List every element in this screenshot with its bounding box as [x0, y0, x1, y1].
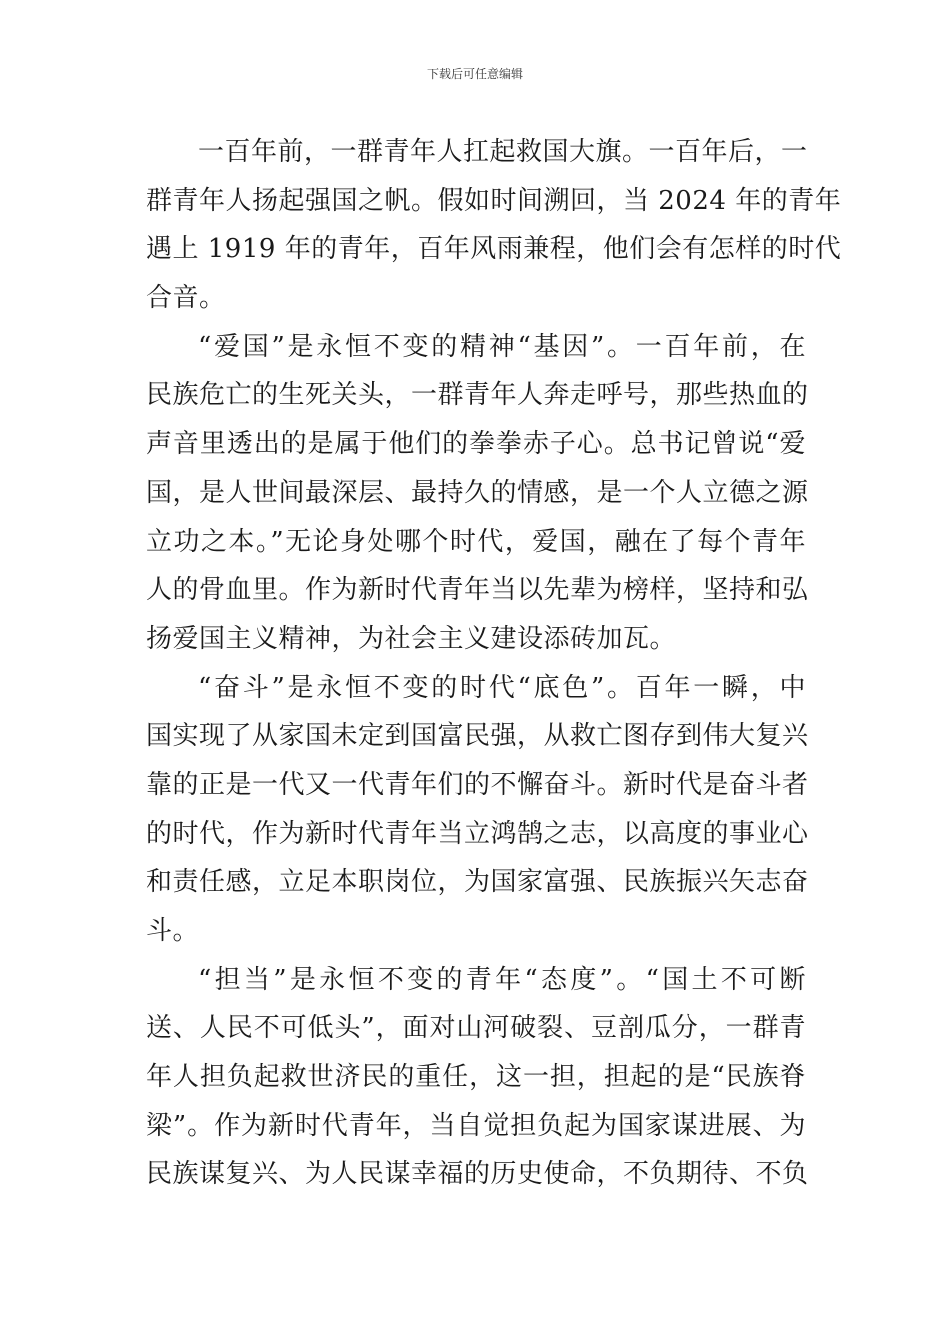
text-line: 年人担负起救世济民的重任，这一担，担起的是“民族脊 [146, 1062, 806, 1093]
text-line: “担当”是永恒不变的青年“态度”。“国土不可断 [198, 964, 806, 995]
text-line: 群青年人扬起强国之帆。假如时间溯回，当 2024 年的青年 [146, 185, 842, 216]
text-line: 梁”。作为新时代青年，当自觉担负起为国家谋进展、为 [146, 1110, 806, 1141]
text-line: 国，是人世间最深层、最持久的情感，是一个人立德之源 [146, 477, 809, 508]
text-line: 扬爱国主义精神，为社会主义建设添砖加瓦。 [146, 623, 677, 654]
text-line: 人的骨血里。作为新时代青年当以先辈为榜样，坚持和弘 [146, 575, 809, 606]
text-line: 遇上 1919 年的青年，百年风雨兼程，他们会有怎样的时代 [146, 234, 842, 265]
text-line: “爱国”是永恒不变的精神“基因”。一百年前，在 [198, 331, 806, 362]
text-line: 和责任感，立足本职岗位，为国家富强、民族振兴矢志奋 [146, 867, 809, 898]
text-line: 立功之本。”无论身处哪个时代，爱国，融在了每个青年 [146, 526, 806, 557]
text-line: 声音里透出的是属于他们的拳拳赤子心。总书记曾说“爱 [146, 429, 806, 460]
text-line: 斗。 [146, 916, 200, 946]
text-line: 民族谋复兴、为人民谋幸福的历史使命，不负期待、不负 [146, 1159, 809, 1190]
text-line: 靠的正是一代又一代青年们的不懈奋斗。新时代是奋斗者 [146, 769, 809, 800]
text-line: 国实现了从家国未定到国富民强，从救亡图存到伟大复兴 [146, 721, 809, 752]
body-text [146, 128, 842, 1199]
text-line: 送、人民不可低头”，面对山河破裂、豆剖瓜分，一群青 [146, 1013, 806, 1044]
page-header: 下载后可任意编辑 [426, 67, 523, 81]
text-line: “奋斗”是永恒不变的时代“底色”。百年一瞬，中 [198, 672, 806, 703]
text-line: 合音。 [146, 283, 226, 314]
text-line: 民族危亡的生死关头，一群青年人奔走呼号，那些热血的 [146, 380, 809, 411]
text-line: 一百年前，一群青年人扛起救国大旗。一百年后，一 [198, 137, 808, 167]
text-line: 的时代，作为新时代青年当立鸿鹄之志，以高度的事业心 [146, 818, 809, 849]
